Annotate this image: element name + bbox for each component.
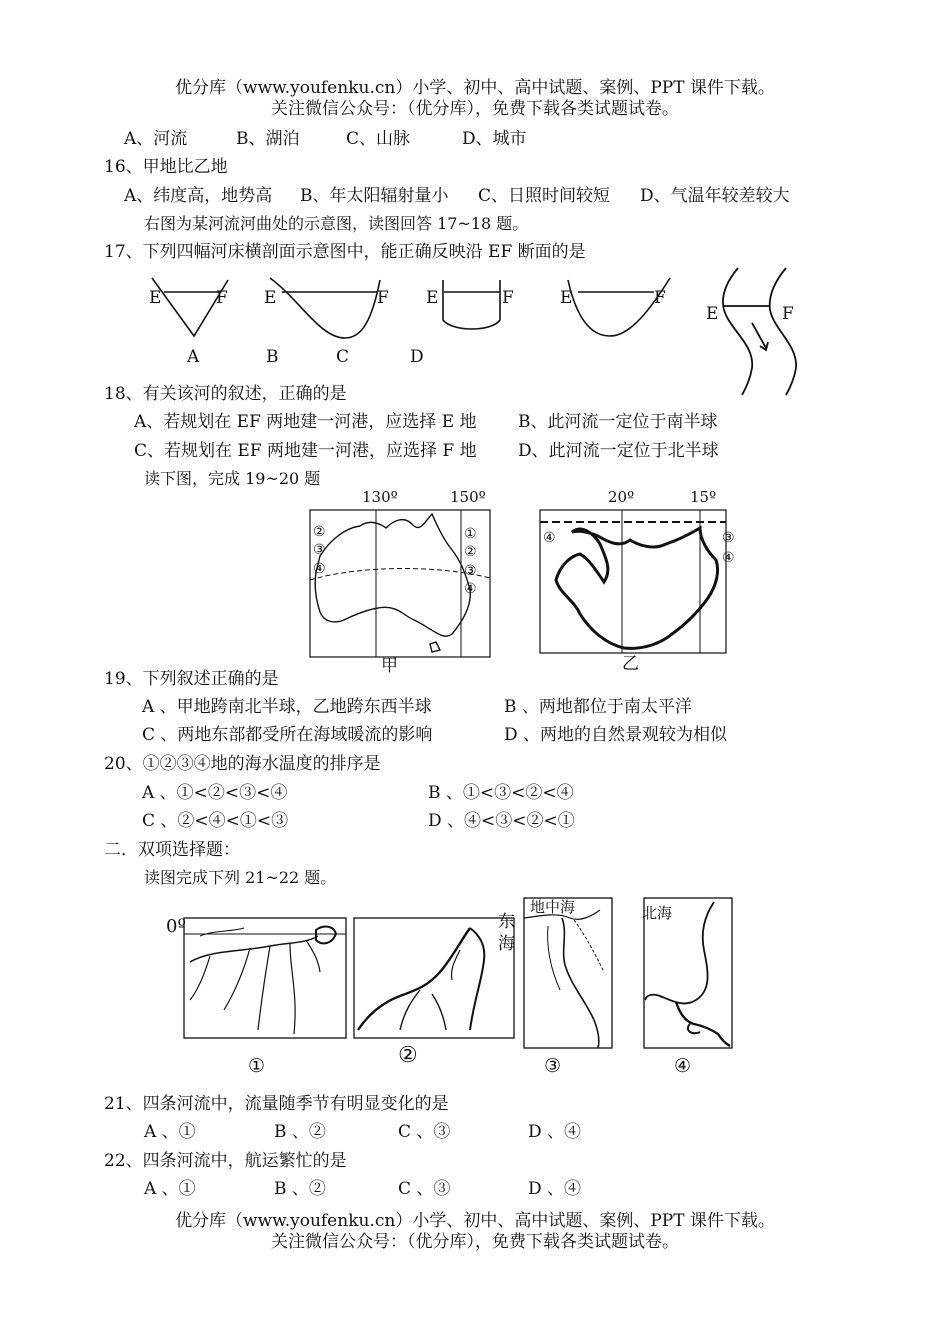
diagram-letter-d: D [410, 347, 424, 367]
q20-option-c: C 、②<④<①<③ [142, 811, 289, 831]
diagram-letter-a: A [187, 347, 200, 367]
q15-option-d: D、城市 [462, 129, 527, 149]
q18-option-b: B、此河流一定位于南半球 [518, 412, 718, 432]
q18-stem: 18、有关该河的叙述，正确的是 [104, 384, 347, 404]
q20-stem: 20、①②③④地的海水温度的排序是 [104, 754, 381, 774]
river-map-label-1: ① [248, 1055, 266, 1077]
jia-label-3-left: ③ [313, 542, 326, 558]
yi-longitude-15: 15º [690, 488, 717, 506]
jia-label-4-right: ④ [464, 581, 477, 597]
label-f-b: F [377, 288, 389, 308]
q22-stem: 22、四条河流中，航运繁忙的是 [104, 1151, 347, 1171]
map-jia-label: 甲 [381, 656, 398, 676]
q22-option-a: A 、① [144, 1179, 196, 1199]
q22-option-b: B 、② [274, 1179, 326, 1199]
q19-option-b: B 、两地都位于南太平洋 [504, 697, 692, 717]
jia-label-3-right: ③ [464, 563, 477, 579]
map-yi-label: 乙 [622, 654, 639, 674]
north-sea-label: 北海 [642, 904, 673, 922]
q18-option-d: D、此河流一定位于北半球 [518, 441, 719, 461]
q21-stem: 21、四条河流中，流量随季节有明显变化的是 [104, 1094, 449, 1114]
q20-option-b: B 、①<③<②<④ [428, 783, 574, 803]
river-map-label-2: ② [398, 1043, 418, 1068]
label-f-d: F [654, 288, 666, 308]
jia-longitude-130: 130º [362, 488, 398, 506]
diagram-letter-c: C [336, 347, 350, 367]
label-e-c: E [426, 288, 439, 308]
label-e-b: E [264, 288, 277, 308]
river-map-label-4: ④ [674, 1055, 692, 1077]
q20-option-a: A 、①<②<③<④ [142, 783, 288, 803]
label-e-a: E [149, 288, 162, 308]
yi-label-4-right: ④ [722, 550, 735, 566]
footer-line-1: 优分库（www.youfenku.cn）小学、初中、高中试题、案例、PPT 课件下载。 [175, 1211, 775, 1231]
q18-option-c: C、若规划在 EF 两地建一河港，应选择 F 地 [134, 441, 477, 461]
q21-22-intro: 读图完成下列 21~22 题。 [144, 868, 337, 887]
jia-label-2-right: ② [464, 544, 477, 560]
label-f-river: F [782, 304, 794, 324]
yi-label-4-left: ④ [543, 530, 556, 546]
jia-label-4-left: ④ [313, 561, 326, 577]
jia-label-1-right: ① [464, 526, 477, 542]
mediterranean-label: 地中海 [530, 898, 576, 916]
q19-option-c: C 、两地东部都受所在海域暖流的影响 [142, 725, 433, 745]
river-map-2 [354, 918, 514, 1038]
q16-option-b: B、年太阳辐射量小 [300, 186, 449, 206]
yi-longitude-20: 20º [608, 488, 635, 506]
q19-20-intro: 读下图，完成 19~20 题 [144, 469, 321, 488]
q17-18-intro: 右图为某河流河曲处的示意图，读图回答 17~18 题。 [144, 214, 529, 233]
q22-option-c: C 、③ [398, 1179, 451, 1199]
river-map-1 [184, 918, 346, 1038]
east-sea-label-1: 东 [498, 912, 515, 932]
q22-option-d: D 、④ [528, 1179, 582, 1199]
jia-label-2-left: ② [313, 524, 326, 540]
header-line-1: 优分库（www.youfenku.cn）小学、初中、高中试题、案例、PPT 课件下载。 [175, 78, 775, 98]
equator-0-label: 0º [166, 916, 186, 937]
q21-option-d: D 、④ [528, 1122, 582, 1142]
q21-option-a: A 、① [144, 1122, 196, 1142]
river-map-4 [644, 898, 732, 1048]
q15-option-c: C、山脉 [346, 129, 411, 149]
label-f-c: F [502, 288, 514, 308]
q20-option-d: D 、④<③<②<① [428, 811, 575, 831]
footer-line-2: 关注微信公众号：（优分库），免费下载各类试题试卷。 [271, 1232, 679, 1252]
q17-stem: 17、下列四幅河床横剖面示意图中，能正确反映沿 EF 断面的是 [104, 242, 586, 262]
q19-option-d: D 、两地的自然景观较为相似 [504, 725, 728, 745]
yi-label-3-right: ③ [722, 530, 735, 546]
q16-option-a: A、纬度高，地势高 [124, 186, 273, 206]
label-f-a: F [216, 288, 228, 308]
q16-stem: 16、甲地比乙地 [104, 157, 228, 177]
label-e-river: E [706, 304, 719, 324]
header-line-2: 关注微信公众号：（优分库），免费下载各类试题试卷。 [271, 99, 679, 119]
q18-option-a: A、若规划在 EF 两地建一河港，应选择 E 地 [134, 412, 477, 432]
q21-option-b: B 、② [274, 1122, 326, 1142]
river-map-3 [524, 898, 612, 1048]
label-e-d: E [560, 288, 573, 308]
q15-option-b: B、湖泊 [236, 129, 300, 149]
q19-stem: 19、下列叙述正确的是 [104, 669, 279, 689]
river-map-label-3: ③ [544, 1055, 562, 1077]
jia-longitude-150: 150º [450, 488, 486, 506]
diagram-letter-b: B [266, 347, 279, 367]
east-sea-label-2: 海 [498, 934, 515, 954]
q16-option-c: C、日照时间较短 [478, 186, 611, 206]
q16-option-d: D、气温年较差较大 [640, 186, 790, 206]
q19-option-a: A 、甲地跨南北半球，乙地跨东西半球 [142, 697, 432, 717]
section-2-title: 二．双项选择题： [104, 840, 240, 860]
q21-option-c: C 、③ [398, 1122, 451, 1142]
q15-option-a: A、河流 [124, 129, 188, 149]
